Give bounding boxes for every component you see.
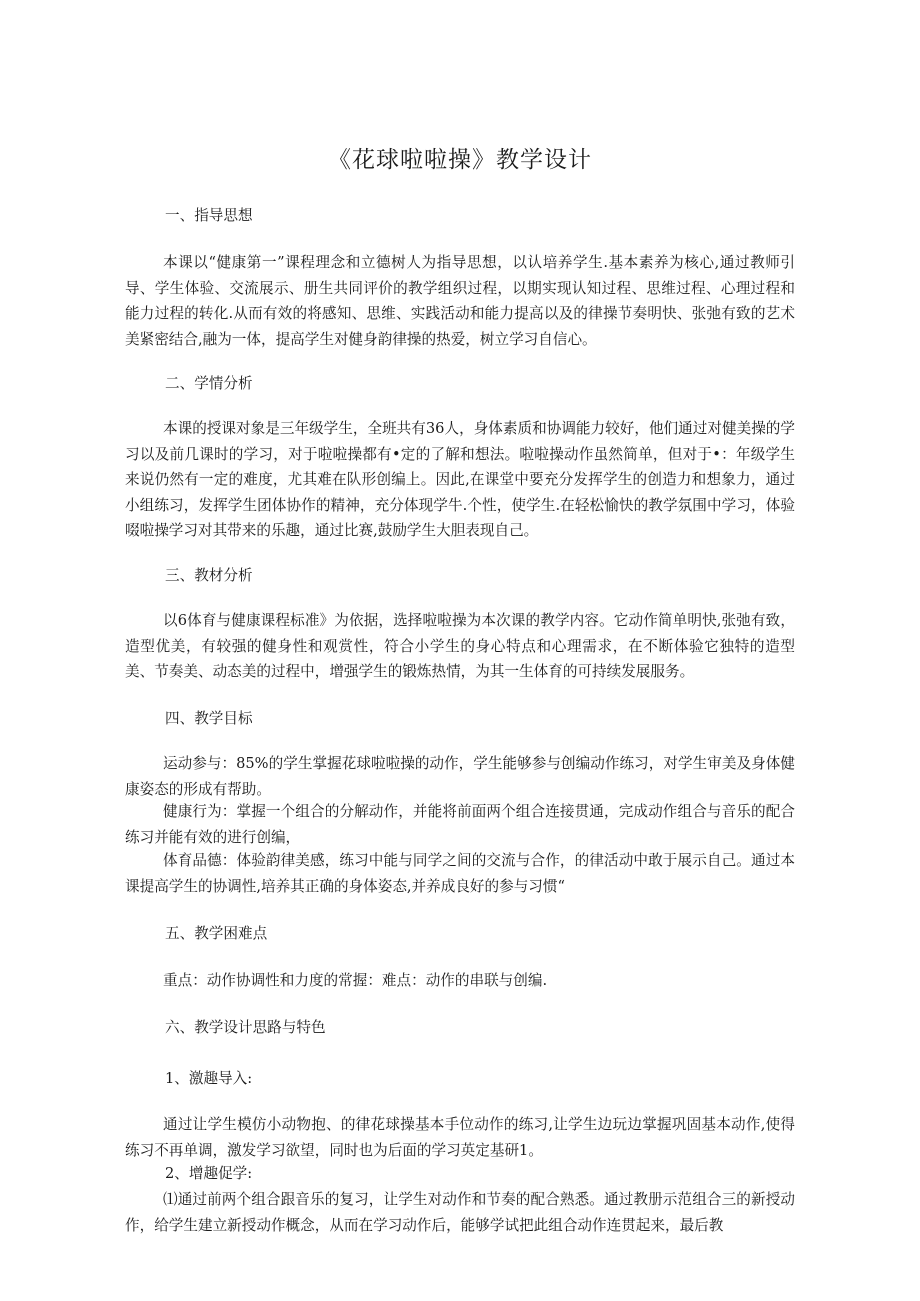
section-heading-design-ideas: 六、教学设计思路与特色 [165,1019,326,1036]
subsection-paragraph: 通过让学生模仿小动物抱、的律花球操基本手位动作的练习,让学生边玩边掌握巩固基本动作,使得练习不再单调，激发学习欲望，同时也为后面的学习英定基研1。 [125,1116,795,1159]
section-heading-guiding-ideology: 一、指导思想 [165,207,253,224]
section-heading-material-analysis: 三、教材分析 [165,567,253,584]
goal-paragraph: 健康行为：掌握一个组合的分解动作，并能将前面两个组合连接贯通，完成动作组合与音乐的配合练习并能有效的进行创编， [125,803,795,846]
section-heading-key-difficulties: 五、教学困难点 [165,925,268,942]
subsection-heading-promote-learning: 2、增趣促学: [165,1165,253,1182]
section-paragraph: 本课的授课对象是三年级学生，全班共有36人，身体素质和协调能力较好，他们通过对健美操的学习以及前几课时的学习，对于啦啦操都有•定的了解和想法。啦啦操动作虽然简单，但对于•：年级学生来说仍然有一定的难度，尤其难在队形创编上。因此,在课堂中要充分发挥学生的创造力和想象力，通过小组练习，发挥学生团体协作的精神，充分体现学牛.个性，使学生.在轻松愉快的教学氛围中学习，体验啜啦操学习对其带来的乐趣，通过比赛,鼓励学生大胆表现自己。 [125,420,795,539]
section-heading-teaching-goals: 四、教学目标 [165,710,253,727]
section-heading-learner-analysis: 二、学情分析 [165,375,253,392]
subsection-paragraph: ⑴通过前两个组合跟音乐的复习，让学生对动作和节奏的配合熟悉。通过教册示范组合三的新授动作，给学生建立新授动作概念，从而在学习动作后，能够学试把此组合动作连贯起来，最后教 [125,1191,795,1234]
goal-paragraph: 运动参与：85%的学生掌握花球啦啦操的动作，学生能够参与创编动作练习，对学生审美及身体健康姿态的形成有帮助。 [125,755,795,798]
document-title: 《花球啦啦操》教学设计 [328,147,592,173]
subsection-heading-introduction: 1、激趣导入: [165,1070,253,1087]
section-paragraph: 以6体育与健康课程标准》为依据，选择啦啦操为本次课的教学内容。它动作简单明快,张弛有致，造型优美，有较强的健身性和观赏性，符合小学生的身心特点和心理需求，在不断体验它独特的造型美、节奏美、动态美的过程中，增强学生的锻炼热情，为其一生体育的可持续发展服务。 [125,612,795,680]
section-paragraph: 本课以“健康第一”课程理念和立德树人为指导思想，以认培养学生.基本素养为核心,通过教师引导、学生体验、交流展示、册生共同评价的教学组织过程，以期实现认知过程、思维过程、心理过程和能力过程的转化.从而有效的将感知、思维、实践活动和能力提高以及的律操节奏明快、张弛有致的艺术美紧密结合,融为一体，提高学生对健身韵律操的热爱，树立学习自信心。 [125,254,795,348]
section-paragraph: 重点：动作协调性和力度的常握：难点：动作的串联与创编. [163,972,548,989]
goal-paragraph: 体育品德：体验韵律美感，练习中能与同学之间的交流与合作，的律活动中敢于展示自己。通过本课提高学生的协调性,培养其正确的身体姿态,并养成良好的参与习惯“ [125,852,795,895]
